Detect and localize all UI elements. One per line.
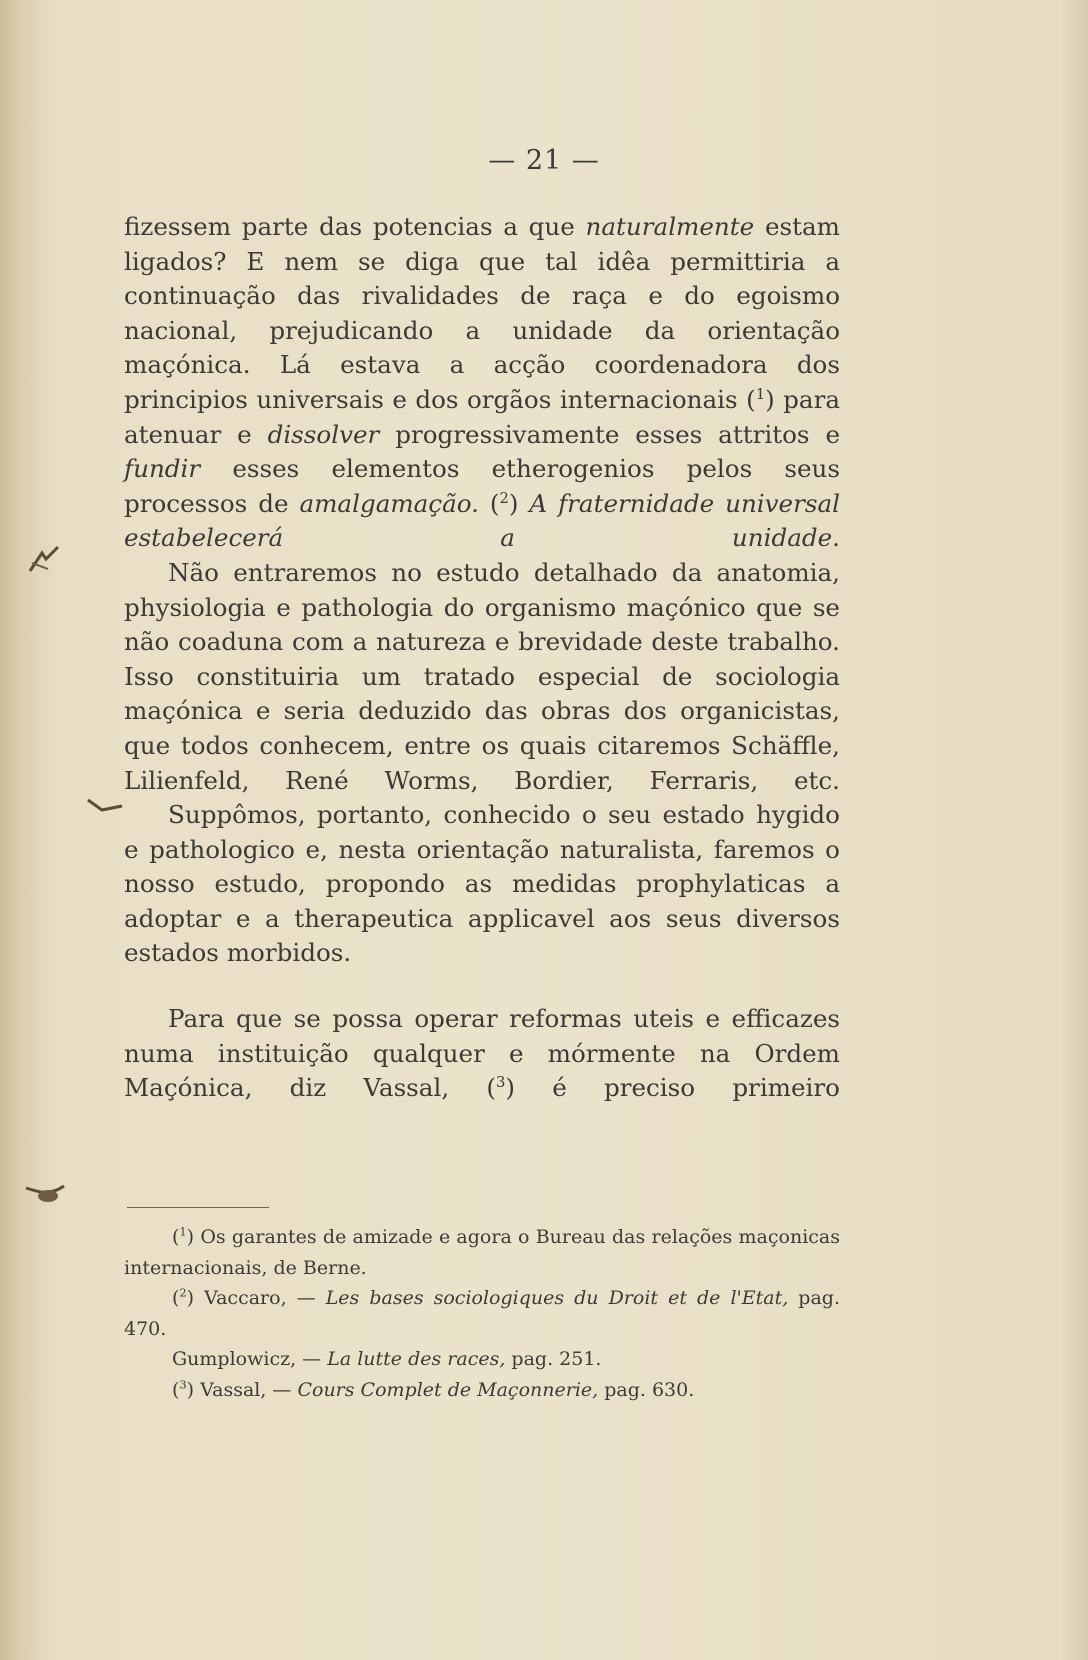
footnote-mark-1: 1 <box>179 1224 187 1239</box>
footnote-2b-title: La lutte des races, <box>327 1348 506 1370</box>
footnote-mark-3: 3 <box>179 1377 187 1392</box>
page-number: — 21 — <box>488 145 600 176</box>
paragraph-reformas: Para que se possa operar reformas uteis e efficazes numa instituição qualquer e mórmente na Ordem Maçónica, diz Vassal, ($^3$) é preciso primeiro <box>124 1004 840 1103</box>
paragraph-anatomia: Não entraremos no estudo detalhado da anatomia, physiologia e pathologia do organismo maçónico que se não coaduna com a natureza e brevidade deste trabalho. Isso constituiria um tratado especial de sociologia maçónica e seria deduzido das obras dos organicistas, que todos conhecem, entre os quais citaremos Schäffle, Lilienfeld, René Worms, Bordier, Ferraris, etc. <box>124 557 840 795</box>
italic-term-naturalmente: naturalmente <box>585 212 755 241</box>
footnote-ref-3: 3 <box>495 1074 506 1092</box>
italic-term-amalgamacao: amalgamação. <box>299 488 479 518</box>
italic-term-fundir: fundir <box>124 454 201 484</box>
paragraph-supponos: Suppômos, portanto, conhecido o seu estado hygido e pathologico e, nesta orientação naturalista, faremos o nosso estudo, propondo as medidas prophylaticas a adoptar e a therapeutica applicavel aos seus diversos estados morbidos. <box>124 800 840 968</box>
footnote-1: ($^1$) Os garantes de amizade e agora o Bureau das relações maçonicas internacionais, de Berne. <box>124 1224 840 1279</box>
italic-sentence-fraternidade: A fraternidade universal estabelecerá a unidade. <box>124 488 840 553</box>
margin-bookworm-mark-middle <box>86 796 126 816</box>
footnote-separator <box>127 1207 269 1208</box>
footnote-ref-1: 1 <box>755 385 766 403</box>
footnote-3: ($^3$) Vassal, — Cours Complet de Maçonnerie, pag. 630. <box>172 1377 695 1401</box>
footnote-2b: Gumplowicz, — La lutte des races, pag. 251. <box>172 1348 602 1370</box>
footnotes <box>124 1222 840 1405</box>
footnote-2-title: Les bases sociologiques du Droit et de l'Etat, <box>325 1287 789 1309</box>
margin-bookworm-mark-bottom <box>24 1178 68 1208</box>
footnote-mark-2: 2 <box>179 1285 187 1300</box>
footnote-2: ($^2$) Vaccaro, — Les bases sociologiques du Droit et de l'Etat, pag. 470. <box>124 1285 840 1340</box>
footnote-3-title: Cours Complet de Maçonnerie, <box>297 1378 599 1401</box>
italic-term-dissolver: dissolver <box>267 419 380 449</box>
main-text <box>124 210 840 1106</box>
margin-bookworm-mark-top <box>28 545 62 575</box>
footnote-ref-2: 2 <box>499 489 509 507</box>
paragraph-continuation: fizessem parte das potencias a que naturalmente estam ligados? E nem se diga que tal idêa permittiria a continuação das rivalidades de raça e do egoismo nacional, prejudicando a unidade da orientação maçónica. Lá estava a acção coordenadora dos principios universais e dos orgãos internacionais ($^1$) para atenuar e dissolver progressivamente esses attritos e fundir esses elementos etherogenios pelos seus processos de amalgamação. ($^2$) A fraternidade universal estabelecerá a unidade. <box>124 212 841 553</box>
